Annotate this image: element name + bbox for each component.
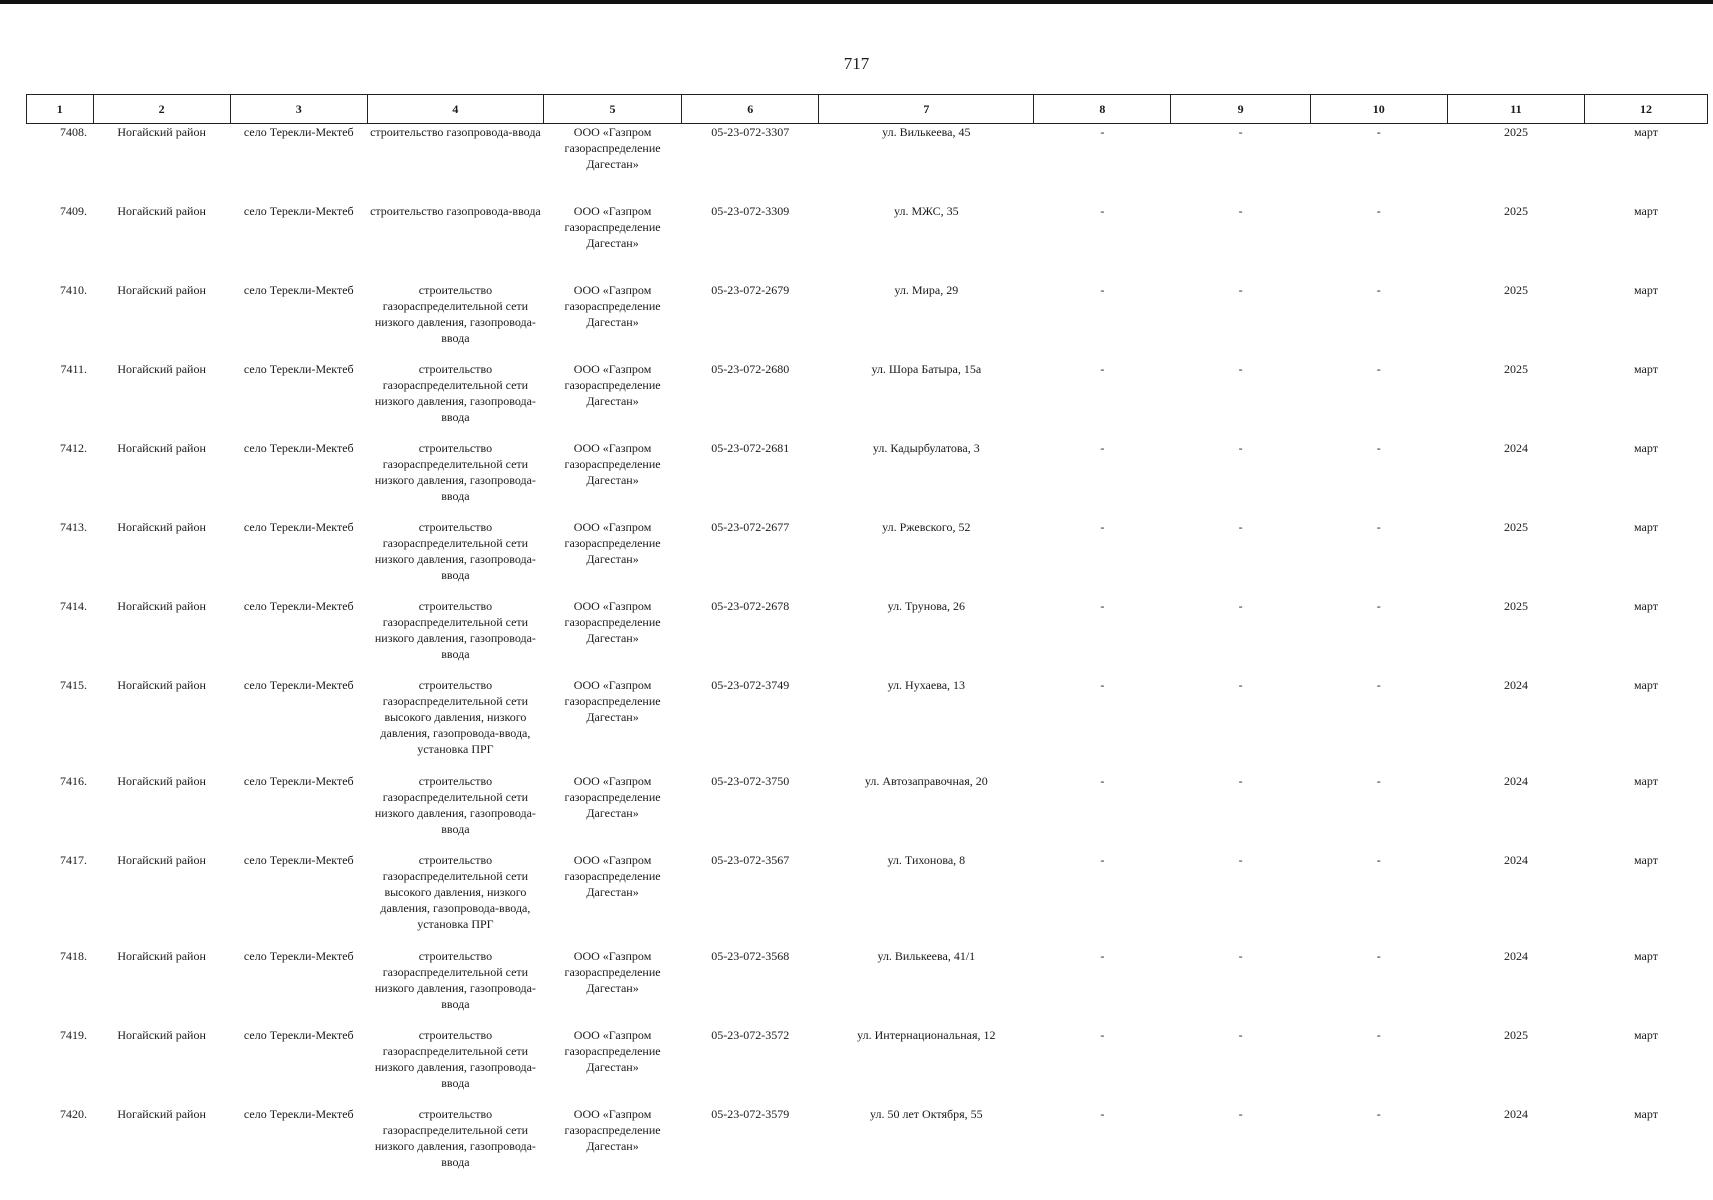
column-header-2: 2 [93, 95, 230, 124]
year-cell: 2025 [1503, 125, 1528, 139]
district-cell: Ногайский район [117, 852, 206, 867]
district-cell: Ногайский район [117, 677, 206, 692]
construction-schedule-table [26, 94, 1708, 1185]
organization-cell: ООО «Газпром газораспределение Дагестан» [564, 677, 661, 724]
table-row [27, 440, 1708, 519]
table-row [27, 948, 1708, 1027]
table-row [27, 361, 1708, 440]
col10-cell: - [1376, 519, 1381, 534]
col10-cell: - [1376, 440, 1381, 455]
table-row [27, 282, 1708, 361]
column-header-4: 4 [367, 95, 543, 124]
object-code-cell: 05-23-072-3749 [711, 677, 790, 692]
district-cell: Ногайский район [117, 773, 206, 788]
page-number: 717 [843, 54, 870, 73]
col8-cell: - [1100, 852, 1105, 867]
month-cell: март [1634, 440, 1658, 455]
work-type-cell: строительство газопровода-ввода [370, 203, 541, 218]
work-type-cell: строительство газораспределительной сети низкого давления, газопровода-ввода [374, 1027, 536, 1090]
month-cell: март [1634, 361, 1658, 376]
col10-cell: - [1376, 361, 1381, 376]
object-code-cell: 05-23-072-3750 [711, 773, 790, 788]
district-cell: Ногайский район [117, 440, 206, 455]
col8-cell: - [1100, 1027, 1105, 1042]
year-cell: 2024 [1503, 440, 1528, 455]
col10-cell: - [1376, 948, 1381, 963]
column-header-3: 3 [230, 95, 367, 124]
year-cell: 2025 [1503, 361, 1528, 376]
organization-cell: ООО «Газпром газораспределение Дагестан» [564, 440, 661, 487]
table-body [27, 124, 1708, 1185]
object-code-cell: 05-23-072-3307 [711, 125, 790, 139]
year-cell: 2024 [1503, 677, 1528, 692]
col9-cell: - [1238, 677, 1243, 692]
organization-cell: ООО «Газпром газораспределение Дагестан» [564, 852, 661, 899]
col8-cell: - [1100, 125, 1105, 139]
table-row [27, 1106, 1708, 1185]
table-row [27, 203, 1708, 282]
settlement-cell: село Терекли-Мектеб [243, 519, 354, 534]
work-type-cell: строительство газопровода-ввода [370, 125, 541, 139]
col8-cell: - [1100, 677, 1105, 692]
year-cell: 2024 [1503, 852, 1528, 867]
settlement-cell: село Терекли-Мектеб [243, 282, 354, 297]
month-cell: март [1634, 773, 1658, 788]
col10-cell: - [1376, 203, 1381, 218]
column-header-11: 11 [1447, 95, 1584, 124]
work-type-cell: строительство газораспределительной сети низкого давления, газопровода-ввода [374, 948, 536, 1011]
settlement-cell: село Терекли-Мектеб [243, 203, 354, 218]
work-type-cell: строительство газораспределительной сети низкого давления, газопровода-ввода [374, 361, 536, 424]
table-row [27, 598, 1708, 677]
column-header-12: 12 [1585, 95, 1708, 124]
organization-cell: ООО «Газпром газораспределение Дагестан» [564, 1027, 661, 1074]
year-cell: 2024 [1503, 773, 1528, 788]
col9-cell: - [1238, 1106, 1243, 1121]
col8-cell: - [1100, 440, 1105, 455]
column-header-8: 8 [1034, 95, 1171, 124]
col10-cell: - [1376, 1106, 1381, 1121]
settlement-cell: село Терекли-Мектеб [243, 1027, 354, 1042]
address-cell: ул. МЖС, 35 [894, 203, 959, 218]
object-code-cell: 05-23-072-2681 [711, 440, 790, 455]
district-cell: Ногайский район [117, 361, 206, 376]
col10-cell: - [1376, 282, 1381, 297]
col9-cell: - [1238, 440, 1243, 455]
year-cell: 2025 [1503, 203, 1528, 218]
district-cell: Ногайский район [117, 519, 206, 534]
col9-cell: - [1238, 773, 1243, 788]
settlement-cell: село Терекли-Мектеб [243, 773, 354, 788]
table-row [27, 852, 1708, 948]
settlement-cell: село Терекли-Мектеб [243, 598, 354, 613]
district-cell: Ногайский район [117, 125, 206, 139]
settlement-cell: село Терекли-Мектеб [243, 125, 354, 139]
col10-cell: - [1376, 1027, 1381, 1042]
month-cell: март [1634, 519, 1658, 534]
row-number: 7410. [60, 282, 88, 297]
work-type-cell: строительство газораспределительной сети низкого давления, газопровода-ввода [374, 282, 536, 345]
settlement-cell: село Терекли-Мектеб [243, 440, 354, 455]
object-code-cell: 05-23-072-3579 [711, 1106, 790, 1121]
address-cell: ул. Вилькеева, 45 [882, 125, 971, 139]
object-code-cell: 05-23-072-2677 [711, 519, 790, 534]
object-code-cell: 05-23-072-2679 [711, 282, 790, 297]
district-cell: Ногайский район [117, 1027, 206, 1042]
object-code-cell: 05-23-072-3567 [711, 852, 790, 867]
district-cell: Ногайский район [117, 598, 206, 613]
organization-cell: ООО «Газпром газораспределение Дагестан» [564, 1106, 661, 1153]
organization-cell: ООО «Газпром газораспределение Дагестан» [564, 282, 661, 329]
row-number: 7420. [60, 1106, 88, 1121]
organization-cell: ООО «Газпром газораспределение Дагестан» [564, 361, 661, 408]
month-cell: март [1634, 948, 1658, 963]
row-number: 7414. [60, 598, 88, 613]
settlement-cell: село Терекли-Мектеб [243, 1106, 354, 1121]
address-cell: ул. Вилькеева, 41/1 [877, 948, 976, 963]
col9-cell: - [1238, 1027, 1243, 1042]
column-header-7: 7 [819, 95, 1034, 124]
month-cell: март [1634, 203, 1658, 218]
month-cell: март [1634, 282, 1658, 297]
work-type-cell: строительство газораспределительной сети низкого давления, газопровода-ввода [374, 598, 536, 661]
organization-cell: ООО «Газпром газораспределение Дагестан» [564, 203, 661, 250]
address-cell: ул. Трунова, 26 [887, 598, 966, 613]
object-code-cell: 05-23-072-3568 [711, 948, 790, 963]
col8-cell: - [1100, 361, 1105, 376]
top-border-line [0, 0, 1713, 4]
address-cell: ул. Кадырбулатова, 3 [872, 440, 980, 455]
table-row [27, 1027, 1708, 1106]
col10-cell: - [1376, 677, 1381, 692]
col9-cell: - [1238, 598, 1243, 613]
settlement-cell: село Терекли-Мектеб [243, 677, 354, 692]
settlement-cell: село Терекли-Мектеб [243, 948, 354, 963]
column-header-1: 1 [27, 95, 94, 124]
address-cell: ул. Автозаправочная, 20 [864, 773, 988, 788]
table-row [27, 519, 1708, 598]
work-type-cell: строительство газораспределительной сети низкого давления, газопровода-ввода [374, 773, 536, 836]
col10-cell: - [1376, 598, 1381, 613]
col9-cell: - [1238, 282, 1243, 297]
col10-cell: - [1376, 125, 1381, 139]
settlement-cell: село Терекли-Мектеб [243, 361, 354, 376]
header-row [27, 95, 1708, 124]
address-cell: ул. Шора Батыра, 15а [871, 361, 982, 376]
district-cell: Ногайский район [117, 948, 206, 963]
organization-cell: ООО «Газпром газораспределение Дагестан» [564, 948, 661, 995]
object-code-cell: 05-23-072-2678 [711, 598, 790, 613]
column-header-9: 9 [1171, 95, 1310, 124]
year-cell: 2025 [1503, 282, 1528, 297]
object-code-cell: 05-23-072-3309 [711, 203, 790, 218]
row-number: 7412. [60, 440, 88, 455]
table-row [27, 677, 1708, 773]
col8-cell: - [1100, 519, 1105, 534]
col8-cell: - [1100, 773, 1105, 788]
organization-cell: ООО «Газпром газораспределение Дагестан» [564, 125, 661, 171]
row-number: 7411. [60, 361, 88, 376]
row-number: 7418. [60, 948, 88, 963]
address-cell: ул. Мира, 29 [894, 282, 959, 297]
col8-cell: - [1100, 203, 1105, 218]
year-cell: 2025 [1503, 598, 1528, 613]
row-number: 7409. [60, 203, 88, 218]
col9-cell: - [1238, 361, 1243, 376]
month-cell: март [1634, 1027, 1658, 1042]
col9-cell: - [1238, 948, 1243, 963]
address-cell: ул. Тихонова, 8 [887, 852, 966, 867]
work-type-cell: строительство газораспределительной сети низкого давления, газопровода-ввода [374, 440, 536, 503]
col8-cell: - [1100, 1106, 1105, 1121]
col8-cell: - [1100, 282, 1105, 297]
row-number: 7417. [60, 852, 88, 867]
table-header [27, 95, 1708, 124]
work-type-cell: строительство газораспределительной сети высокого давления, низкого давления, газопровода-ввода, установка ПРГ [380, 852, 531, 931]
column-header-10: 10 [1310, 95, 1447, 124]
settlement-cell: село Терекли-Мектеб [243, 852, 354, 867]
address-cell: ул. Интернациональная, 12 [857, 1027, 996, 1042]
col10-cell: - [1376, 773, 1381, 788]
col10-cell: - [1376, 852, 1381, 867]
col9-cell: - [1238, 125, 1243, 139]
col9-cell: - [1238, 203, 1243, 218]
month-cell: март [1634, 677, 1658, 692]
column-header-5: 5 [543, 95, 681, 124]
row-number: 7415. [60, 677, 88, 692]
row-number: 7413. [60, 519, 88, 534]
month-cell: март [1634, 852, 1658, 867]
table-row [27, 773, 1708, 852]
organization-cell: ООО «Газпром газораспределение Дагестан» [564, 773, 661, 820]
organization-cell: ООО «Газпром газораспределение Дагестан» [564, 519, 661, 566]
district-cell: Ногайский район [117, 1106, 206, 1121]
work-type-cell: строительство газораспределительной сети высокого давления, низкого давления, газопровода-ввода, установка ПРГ [380, 677, 531, 756]
district-cell: Ногайский район [117, 282, 206, 297]
row-number: 7419. [60, 1027, 88, 1042]
col8-cell: - [1100, 598, 1105, 613]
year-cell: 2025 [1503, 1027, 1528, 1042]
row-number: 7416. [60, 773, 88, 788]
row-number: 7408. [60, 125, 88, 139]
month-cell: март [1634, 598, 1658, 613]
address-cell: ул. 50 лет Октября, 55 [870, 1106, 983, 1121]
column-header-6: 6 [682, 95, 819, 124]
col9-cell: - [1238, 519, 1243, 534]
year-cell: 2025 [1503, 519, 1528, 534]
district-cell: Ногайский район [117, 203, 206, 218]
col9-cell: - [1238, 852, 1243, 867]
year-cell: 2024 [1503, 1106, 1528, 1121]
object-code-cell: 05-23-072-2680 [711, 361, 790, 376]
col8-cell: - [1100, 948, 1105, 963]
address-cell: ул. Нухаева, 13 [887, 677, 966, 692]
table-row [27, 124, 1708, 203]
address-cell: ул. Ржевского, 52 [882, 519, 971, 534]
organization-cell: ООО «Газпром газораспределение Дагестан» [564, 598, 661, 645]
object-code-cell: 05-23-072-3572 [711, 1027, 790, 1042]
year-cell: 2024 [1503, 948, 1528, 963]
work-type-cell: строительство газораспределительной сети низкого давления, газопровода-ввода [374, 1106, 536, 1169]
month-cell: март [1634, 1106, 1658, 1121]
work-type-cell: строительство газораспределительной сети низкого давления, газопровода-ввода [374, 519, 536, 582]
month-cell: март [1634, 125, 1658, 139]
